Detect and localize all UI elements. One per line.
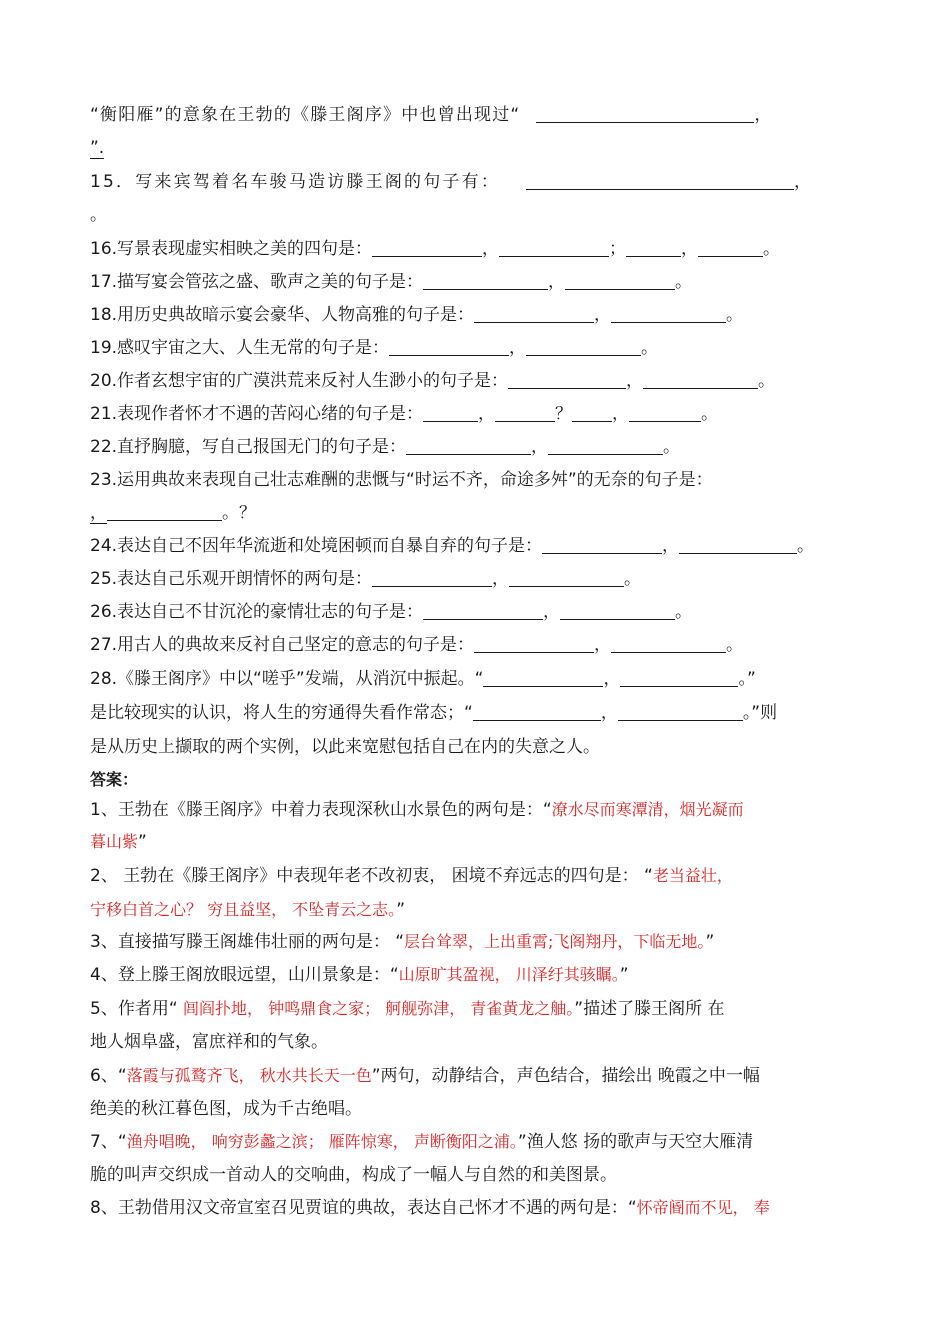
- answer-7-line1: 7、“渔舟唱晚， 响穷彭蠡之滨； 雁阵惊寒， 声断衡阳之浦。”渔人悠 扬的歌声与天空大雁清: [90, 1132, 754, 1152]
- answer-blank[interactable]: [372, 570, 492, 587]
- question-14-line1: “衡阳雁”的意象在王勃的《滕王阁序》中也曾出现过“ ，: [90, 105, 773, 125]
- answer-blank[interactable]: [643, 372, 758, 389]
- answer-blank[interactable]: [560, 603, 675, 620]
- answer-blank[interactable]: [536, 106, 754, 123]
- answer-blank[interactable]: [372, 240, 482, 257]
- question-17: 17.描写宴会管弦之盛、歌声之美的句子是： ， 。: [90, 272, 693, 292]
- question-25: 25.表达自己乐观开朗情怀的两句是： ， 。: [90, 569, 642, 589]
- answer-blank[interactable]: [629, 405, 701, 422]
- answer-4: 4、登上滕王阁放眼远望，山川景象是：“山原旷其盈视， 川泽纡其骇瞩。”: [90, 965, 629, 985]
- answer-2-line2: 宁移白首之心？ 穷且益坚， 不坠青云之志。”: [90, 900, 405, 920]
- answer-blank[interactable]: [389, 339, 509, 356]
- answer-blank[interactable]: [679, 537, 797, 554]
- answer-blank[interactable]: [508, 372, 626, 389]
- answer-5-line1: 5、作者用“ 闾阎扑地， 钟鸣鼎食之家； 舸舰弥津， 青雀黄龙之舳。”描述了滕王阁所 在: [90, 999, 725, 1019]
- answer-1-line1: 1、王勃在《滕王阁序》中着力表现深秋山水景色的两句是：“潦水尽而寒潭清，烟光凝而: [90, 800, 744, 820]
- answer-blank[interactable]: [474, 636, 594, 653]
- answer-blank[interactable]: [474, 306, 594, 323]
- answer-blank[interactable]: [423, 273, 548, 290]
- answer-blank[interactable]: [618, 704, 743, 721]
- answer-blank[interactable]: [406, 438, 531, 455]
- question-15: 15．写来宾驾着名车骏马造访滕王阁的句子有： ，: [90, 172, 814, 192]
- answer-blank[interactable]: [495, 405, 555, 422]
- question-21: 21.表现作者怀才不遇的苦闷心绪的句子是： ， ？ ， 。: [90, 404, 719, 424]
- question-28-line2: 是比较现实的认识，将人生的穷通得失看作常态；“ ， 。”则: [90, 703, 778, 723]
- answer-blank[interactable]: [548, 438, 663, 455]
- question-28-line3: 是从历史上撷取的两个实例，以此来宽慰包括自己在内的失意之人。: [90, 737, 600, 757]
- answer-2-line1: 2、 王勃在《滕王阁序》中表现年老不改初衷， 困境不弃远志的四句是： “老当益壮，: [90, 866, 733, 886]
- answer-blank[interactable]: [526, 339, 641, 356]
- question-16: 16.写景表现虚实相映之美的四句是： ， ； ， 。: [90, 239, 781, 259]
- answer-blank[interactable]: [620, 670, 738, 687]
- question-20: 20.作者玄想宇宙的广漠洪荒来反衬人生渺小的句子是： ， 。: [90, 371, 776, 391]
- answer-7-line2: 脆的叫声交织成一首动人的交响曲，构成了一幅人与自然的和美图景。: [90, 1165, 617, 1185]
- answer-blank[interactable]: [423, 603, 543, 620]
- answer-blank[interactable]: [698, 240, 763, 257]
- answer-blank[interactable]: [509, 570, 624, 587]
- answer-5-line2: 地人烟阜盛，富庶祥和的气象。: [90, 1032, 328, 1052]
- answer-6-line2: 绝美的秋江暮色图，成为千古绝唱。: [90, 1099, 362, 1119]
- question-24: 24.表达自己不因年华流逝和处境困顿而自暴自弃的句子是： ， 。: [90, 536, 815, 556]
- answer-blank[interactable]: [542, 537, 662, 554]
- answers-heading: 答案：: [90, 770, 139, 789]
- answer-blank[interactable]: [565, 273, 675, 290]
- answer-blank[interactable]: [107, 504, 222, 521]
- answer-blank[interactable]: [526, 173, 794, 190]
- question-23-line2: ， 。？: [90, 503, 256, 523]
- answer-blank[interactable]: [611, 636, 726, 653]
- answer-6-line1: 6、“落霞与孤鹜齐飞， 秋水共长天一色”两句，动静结合，声色结合，描绘出 晚霞之中一幅: [90, 1066, 760, 1086]
- question-23: 23.运用典故来表现自己壮志难酬的悲慨与“时运不齐，命途多舛”的无奈的句子是：: [90, 470, 713, 490]
- answer-blank[interactable]: [499, 240, 609, 257]
- question-19: 19.感叹宇宙之大、人生无常的句子是： ， 。: [90, 338, 659, 358]
- answer-blank[interactable]: [611, 306, 726, 323]
- question-14-line2: ”.: [90, 138, 105, 158]
- question-28-line1: 28.《滕王阁序》中以“嗟乎”发端，从消沉中振起。“ ， 。”: [90, 669, 756, 689]
- question-26: 26.表达自己不甘沉沦的豪情壮志的句子是： ， 。: [90, 602, 693, 622]
- question-18: 18.用历史典故暗示宴会豪华、人物高雅的句子是： ， 。: [90, 305, 744, 325]
- question-27: 27.用古人的典故来反衬自己坚定的意志的句子是： ， 。: [90, 635, 744, 655]
- question-15-tail: 。: [90, 205, 107, 225]
- answer-3: 3、直接描写滕王阁雄伟壮丽的两句是： “层台耸翠，上出重霄;飞阁翔丹，下临无地。”: [90, 932, 715, 952]
- answer-blank[interactable]: [423, 405, 478, 422]
- answer-8-line1: 8、王勃借用汉文帝宣室召见贾谊的典故，表达自己怀才不遇的两句是：“怀帝阍而不见， 奉: [90, 1198, 770, 1218]
- answer-1-line2: 暮山紫”: [90, 832, 147, 852]
- answer-blank[interactable]: [473, 704, 601, 721]
- question-22: 22.直抒胸臆，写自己报国无门的句子是： ， 。: [90, 437, 681, 457]
- answer-blank[interactable]: [626, 240, 681, 257]
- answer-blank[interactable]: [483, 670, 603, 687]
- answer-blank[interactable]: [572, 405, 612, 422]
